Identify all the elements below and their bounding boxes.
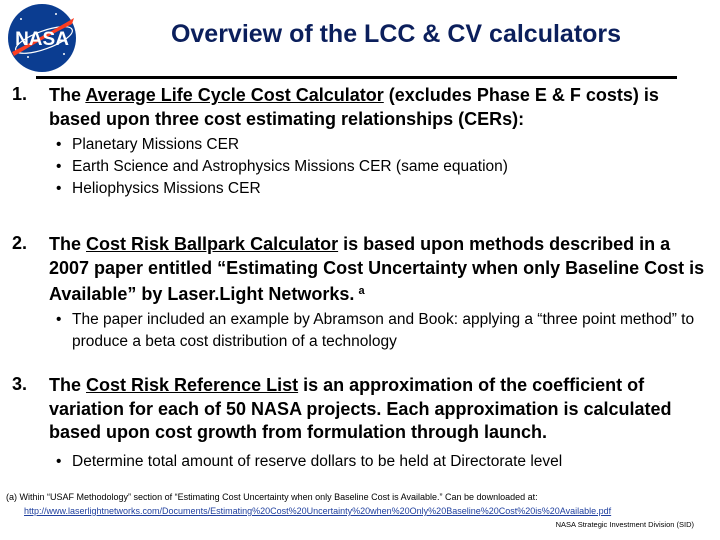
item-text: The Average Life Cycle Cost Calculator (excludes Phase E & F costs) is based upon three cost estimating relationships (CERs): (49, 85, 659, 129)
item-text: The Cost Risk Reference List is an approximation of the coefficient of variation for each of 50 NASA projects. Each approximation is calculated based upon cost growth from formulation through launch. (49, 375, 672, 442)
calculator-name: Cost Risk Reference List (86, 375, 299, 395)
footnote-ref: a (358, 285, 365, 297)
division-label: NASA Strategic Investment Division (SID) (555, 520, 694, 529)
footnote-text: Within “USAF Methodology” section of “Estimating Cost Uncertainty when only Baseline Cost is Available.” Can be downloaded at: (19, 492, 538, 502)
footnote-link[interactable]: http://www.laserlightnetworks.com/Documents/Estimating%20Cost%20Uncertainty%20when%20Only%20Baseline%20Cost%20is%20Available.pdf (24, 506, 612, 516)
item-number: 1. (12, 84, 28, 104)
list-item-1 (12, 84, 712, 131)
bullet-item: • The paper included an example by Abramson and Book: applying a “three point method” to produce a beta cost distribution of a technology (56, 311, 695, 350)
calculator-name: Average Life Cycle Cost Calculator (85, 85, 384, 105)
calculator-name: Cost Risk Ballpark Calculator (86, 234, 339, 254)
bullet-item: • Planetary Missions CER (56, 136, 240, 153)
bullet-list-3 (56, 451, 706, 473)
bullet-item: • Determine total amount of reserve dollars to be held at Directorate level (56, 453, 563, 470)
footnote (6, 490, 714, 518)
bullet-list-1 (56, 134, 706, 200)
footnote-marker: (a) (6, 492, 17, 502)
title-divider (36, 76, 677, 79)
nasa-logo (6, 2, 78, 74)
item-number: 2. (12, 233, 28, 253)
item-text: The Cost Risk Ballpark Calculator is based upon methods described in a 2007 paper entitled “Estimating Cost Uncertainty when only Baseline Cost is Available” by Laser.Light Networks. $^a$ (49, 234, 705, 304)
list-item-3 (12, 374, 712, 445)
page-title: Overview of the LCC & CV calculators (170, 20, 622, 48)
bullet-list-2 (56, 309, 706, 353)
bullet-item: • Heliophysics Missions CER (56, 180, 261, 197)
item-number: 3. (12, 374, 28, 394)
logo-wordmark: NASA (15, 29, 69, 50)
list-item-2 (12, 233, 712, 307)
bullet-item: • Earth Science and Astrophysics Missions CER (same equation) (56, 158, 508, 175)
